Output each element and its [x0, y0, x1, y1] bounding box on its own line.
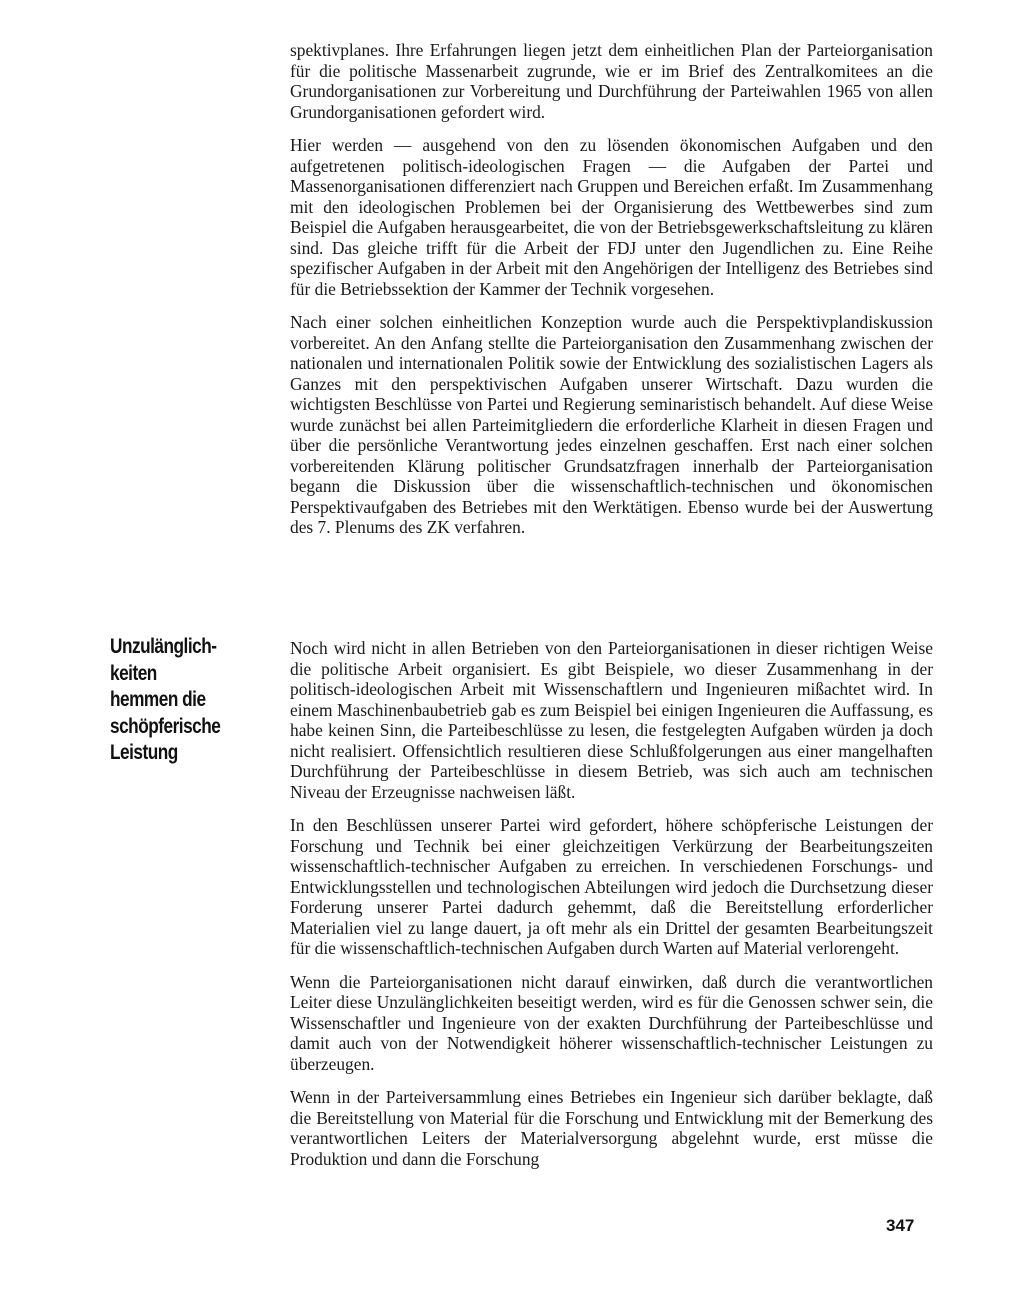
margin-heading-line: keiten	[110, 661, 157, 685]
text-column-top	[290, 40, 933, 551]
margin-heading-line: Unzulänglich-	[110, 635, 217, 658]
margin-heading	[110, 634, 233, 767]
margin-heading-line: schöpferische	[110, 714, 221, 738]
paragraph: Noch wird nicht in allen Betrieben von den Parteiorganisationen in dieser richtigen Weise die politische Arbeit organisiert. Es gibt Beispiele, wo dieser Zusammenhang in der politisch-ideologischen Arbeit mit Wissenschaftlern und Ingenieuren mißachtet wird. In einem Maschinenbaubetrieb gab es zum Beispiel bei einigen Ingenieuren die Auffassung, es habe keinen Sinn, die Parteibeschlüsse zu lesen, die festgelegten Aufgaben würden ja doch nicht realisiert. Offensichtlich resultieren diese Schlußfolgerungen aus einer mangelhaften Durchführung der Parteibeschlüsse in diesem Betrieb, was sich auch am technischen Niveau der Erzeugnisse nachweisen läßt.	[290, 638, 933, 802]
paragraph: Hier werden — ausgehend von den zu lösenden ökonomischen Aufgaben und den aufgetretenen politisch-ideologischen Fragen — die Aufgaben der Partei und Massenorganisationen differenziert nach Gruppen und Bereichen erfaßt. Im Zusammenhang mit den ideologischen Problemen bei der Organisierung des Wettbewerbes sind zum Beispiel die Aufgaben herausgearbeitet, die von der Betriebsgewerkschaftsleitung zu klären sind. Das gleiche trifft für die Arbeit der FDJ unter den Jugendlichen zu. Eine Reihe spezifischer Aufgaben in der Arbeit mit den Angehörigen der Intelligenz des Betriebes sind für die Betriebssektion der Kammer der Technik vorgesehen.	[290, 135, 933, 299]
paragraph: In den Beschlüssen unserer Partei wird gefordert, höhere schöpferische Leistungen der Forschung und Technik bei einer gleichzeitigen Verkürzung der Bearbeitungszeiten wissenschaftlich-technischer Aufgaben zu erreichen. In verschiedenen Forschungs- und Entwicklungsstellen und technologischen Abteilungen wird jedoch die Durchsetzung dieser Forderung unserer Partei dadurch gehemmt, daß die Bereitstellung erforderlicher Materialien viel zu lange dauert, ja oft mehr als ein Drittel der gesamten Bearbeitungszeit für die wissenschaftlich-technischen Aufgaben durch Warten auf Material verlorengeht.	[290, 815, 933, 958]
paragraph: Wenn in der Parteiversammlung eines Betriebes ein Ingenieur sich darüber beklagte, daß die Bereitstellung von Material für die Forschung und Entwicklung mit der Bemerkung des verantwortlichen Leiters der Materialversorgung abgelehnt wurde, erst müsse die Produktion und dann die Forschung	[290, 1087, 933, 1169]
paragraph: spektivplanes. Ihre Erfahrungen liegen jetzt dem einheitlichen Plan der Parteiorganisation für die politische Massenarbeit zugrunde, wie er im Brief des Zentralkomitees an die Grundorganisationen zur Vorbereitung und Durchführung der Parteiwahlen 1965 von allen Grundorganisationen gefordert wird.	[290, 40, 933, 122]
margin-heading-line: hemmen die	[110, 688, 206, 711]
paragraph: Nach einer solchen einheitlichen Konzeption wurde auch die Perspektivplandiskussion vorbereitet. An den Anfang stellte die Parteiorganisation den Zusammenhang zwischen der nationalen und internationalen Politik sowie der Entwicklung des sozialistischen Lagers als Ganzes mit den perspektivischen Aufgaben unserer Wirtschaft. Dazu wurden die wichtigsten Beschlüsse von Partei und Regierung seminaristisch behandelt. Auf diese Weise wurde zunächst bei allen Parteimitgliedern die erforderliche Klarheit in diesen Fragen und über die persönliche Verantwortung jedes einzelnen geschaffen. Erst nach einer solchen vorbereitenden Klärung politischer Grundsatzfragen innerhalb der Parteiorganisation begann die Diskussion über die wissenschaftlich-technischen und ökonomischen Perspektivaufgaben des Betriebes mit den Werktätigen. Ebenso wurde bei der Auswertung des 7. Plenums des ZK verfahren.	[290, 312, 933, 537]
paragraph: Wenn die Parteiorganisationen nicht darauf einwirken, daß durch die verantwortlichen Leiter diese Unzulänglichkeiten beseitigt werden, wird es für die Genossen schwer sein, die Wissenschaftler und Ingenieure von der exakten Durchführung der Parteibeschlüsse und damit auch von der Notwendigkeit höherer wissenschaftlich-technischer Leistungen zu überzeugen.	[290, 971, 933, 1074]
text-column-bottom	[290, 638, 933, 1182]
page-number: 347	[886, 1216, 915, 1235]
margin-heading-line: Leistung	[110, 741, 178, 764]
